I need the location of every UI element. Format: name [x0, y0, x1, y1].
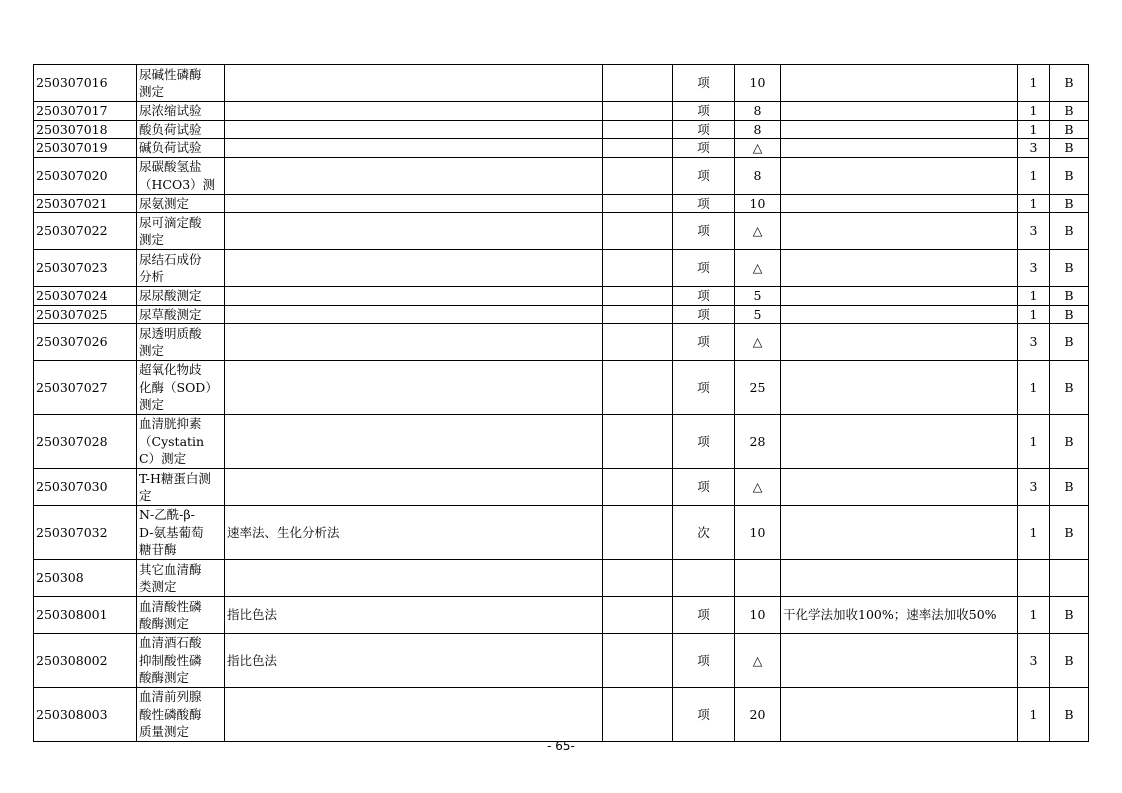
cell-price: 20 — [735, 688, 781, 742]
table-row — [34, 213, 1089, 250]
cell-price: 28 — [735, 415, 781, 469]
cell-content — [225, 157, 603, 194]
cell-price: 10 — [735, 506, 781, 560]
table-row — [34, 120, 1089, 139]
cell-name: 尿透明质酸 测定 — [137, 324, 225, 361]
cell-unit: 项 — [673, 469, 735, 506]
cell-name: T-H糖蛋白测 定 — [137, 469, 225, 506]
cell-grade: 1 — [1018, 287, 1050, 306]
cell-price: 8 — [735, 102, 781, 121]
table-row — [34, 597, 1089, 634]
cell-code: 250308 — [34, 560, 137, 597]
fee-table — [33, 64, 1089, 742]
table-row — [34, 324, 1089, 361]
cell-excluded — [603, 139, 673, 158]
cell-unit: 项 — [673, 324, 735, 361]
cell-content — [225, 213, 603, 250]
cell-unit: 项 — [673, 415, 735, 469]
cell-note — [781, 102, 1018, 121]
cell-price: △ — [735, 250, 781, 287]
cell-unit: 项 — [673, 102, 735, 121]
cell-level: B — [1050, 194, 1089, 213]
cell-note — [781, 157, 1018, 194]
table-row — [34, 469, 1089, 506]
cell-code: 250307017 — [34, 102, 137, 121]
cell-price: △ — [735, 139, 781, 158]
cell-code: 250308003 — [34, 688, 137, 742]
cell-unit: 项 — [673, 688, 735, 742]
cell-excluded — [603, 469, 673, 506]
cell-grade: 1 — [1018, 102, 1050, 121]
cell-name: 血清酒石酸 抑制酸性磷 酸酶测定 — [137, 634, 225, 688]
cell-unit: 次 — [673, 506, 735, 560]
cell-note: 干化学法加收100%；速率法加收50% — [781, 597, 1018, 634]
cell-content — [225, 560, 603, 597]
cell-excluded — [603, 250, 673, 287]
cell-note — [781, 120, 1018, 139]
cell-price — [735, 560, 781, 597]
cell-unit: 项 — [673, 213, 735, 250]
cell-price: 10 — [735, 194, 781, 213]
cell-content — [225, 305, 603, 324]
cell-grade: 1 — [1018, 194, 1050, 213]
cell-name: N-乙酰-β- D-氨基葡萄 糖苷酶 — [137, 506, 225, 560]
cell-code: 250307026 — [34, 324, 137, 361]
cell-code: 250307018 — [34, 120, 137, 139]
cell-name: 尿可滴定酸 测定 — [137, 213, 225, 250]
cell-grade: 3 — [1018, 324, 1050, 361]
cell-name: 碱负荷试验 — [137, 139, 225, 158]
cell-price: 8 — [735, 120, 781, 139]
cell-grade: 1 — [1018, 305, 1050, 324]
cell-excluded — [603, 194, 673, 213]
cell-content — [225, 361, 603, 415]
cell-unit: 项 — [673, 65, 735, 102]
cell-code: 250307024 — [34, 287, 137, 306]
cell-note — [781, 506, 1018, 560]
cell-code: 250308002 — [34, 634, 137, 688]
cell-content — [225, 469, 603, 506]
cell-level: B — [1050, 287, 1089, 306]
cell-content: 速率法、生化分析法 — [225, 506, 603, 560]
cell-level: B — [1050, 506, 1089, 560]
cell-note — [781, 65, 1018, 102]
table-row — [34, 157, 1089, 194]
cell-level: B — [1050, 65, 1089, 102]
cell-name: 血清胱抑素 （Cystatin C）测定 — [137, 415, 225, 469]
cell-code: 250308001 — [34, 597, 137, 634]
table-row — [34, 194, 1089, 213]
table-row — [34, 65, 1089, 102]
table-row — [34, 102, 1089, 121]
cell-unit — [673, 560, 735, 597]
cell-code: 250307028 — [34, 415, 137, 469]
cell-grade: 1 — [1018, 65, 1050, 102]
cell-level: B — [1050, 305, 1089, 324]
table-row — [34, 506, 1089, 560]
cell-grade: 1 — [1018, 120, 1050, 139]
table-row — [34, 634, 1089, 688]
cell-unit: 项 — [673, 194, 735, 213]
cell-excluded — [603, 213, 673, 250]
cell-note — [781, 287, 1018, 306]
cell-unit: 项 — [673, 157, 735, 194]
cell-content — [225, 102, 603, 121]
cell-level: B — [1050, 213, 1089, 250]
cell-level: B — [1050, 120, 1089, 139]
cell-grade: 1 — [1018, 597, 1050, 634]
cell-note — [781, 560, 1018, 597]
cell-price: △ — [735, 634, 781, 688]
cell-unit: 项 — [673, 139, 735, 158]
cell-excluded — [603, 305, 673, 324]
table-row — [34, 560, 1089, 597]
cell-level: B — [1050, 415, 1089, 469]
cell-level: B — [1050, 157, 1089, 194]
cell-content — [225, 324, 603, 361]
cell-grade: 1 — [1018, 688, 1050, 742]
cell-unit: 项 — [673, 634, 735, 688]
cell-excluded — [603, 506, 673, 560]
cell-note — [781, 250, 1018, 287]
cell-content — [225, 139, 603, 158]
cell-excluded — [603, 157, 673, 194]
cell-excluded — [603, 560, 673, 597]
cell-name: 血清酸性磷 酸酶测定 — [137, 597, 225, 634]
cell-grade: 3 — [1018, 634, 1050, 688]
cell-price: 10 — [735, 65, 781, 102]
page-number: - 65- — [547, 739, 575, 753]
cell-grade: 3 — [1018, 139, 1050, 158]
cell-name: 超氧化物歧 化酶（SOD） 测定 — [137, 361, 225, 415]
cell-content — [225, 65, 603, 102]
cell-excluded — [603, 597, 673, 634]
cell-unit: 项 — [673, 361, 735, 415]
cell-code: 250307030 — [34, 469, 137, 506]
cell-content: 指比色法 — [225, 634, 603, 688]
cell-note — [781, 688, 1018, 742]
cell-price: △ — [735, 213, 781, 250]
cell-name: 尿氨测定 — [137, 194, 225, 213]
cell-unit: 项 — [673, 305, 735, 324]
cell-content: 指比色法 — [225, 597, 603, 634]
cell-code: 250307023 — [34, 250, 137, 287]
cell-price: 8 — [735, 157, 781, 194]
table-row — [34, 139, 1089, 158]
cell-content — [225, 250, 603, 287]
cell-content — [225, 415, 603, 469]
table-row — [34, 287, 1089, 306]
cell-code: 250307032 — [34, 506, 137, 560]
cell-name: 其它血清酶 类测定 — [137, 560, 225, 597]
table-row — [34, 250, 1089, 287]
cell-level: B — [1050, 469, 1089, 506]
cell-level: B — [1050, 102, 1089, 121]
cell-price: 5 — [735, 305, 781, 324]
cell-price: △ — [735, 324, 781, 361]
cell-unit: 项 — [673, 250, 735, 287]
cell-code: 250307016 — [34, 65, 137, 102]
cell-price: 10 — [735, 597, 781, 634]
cell-grade — [1018, 560, 1050, 597]
cell-note — [781, 305, 1018, 324]
cell-unit: 项 — [673, 287, 735, 306]
cell-content — [225, 120, 603, 139]
cell-grade: 1 — [1018, 361, 1050, 415]
cell-excluded — [603, 65, 673, 102]
cell-excluded — [603, 102, 673, 121]
cell-note — [781, 634, 1018, 688]
table-row — [34, 305, 1089, 324]
cell-price: 5 — [735, 287, 781, 306]
cell-note — [781, 139, 1018, 158]
cell-excluded — [603, 688, 673, 742]
cell-level: B — [1050, 324, 1089, 361]
table-row — [34, 415, 1089, 469]
cell-name: 尿草酸测定 — [137, 305, 225, 324]
cell-excluded — [603, 120, 673, 139]
cell-level — [1050, 560, 1089, 597]
cell-note — [781, 194, 1018, 213]
cell-code: 250307019 — [34, 139, 137, 158]
cell-level: B — [1050, 250, 1089, 287]
cell-grade: 3 — [1018, 250, 1050, 287]
cell-content — [225, 287, 603, 306]
cell-name: 尿结石成份 分析 — [137, 250, 225, 287]
cell-level: B — [1050, 139, 1089, 158]
table-row — [34, 361, 1089, 415]
cell-note — [781, 213, 1018, 250]
cell-content — [225, 688, 603, 742]
cell-excluded — [603, 415, 673, 469]
cell-code: 250307027 — [34, 361, 137, 415]
cell-grade: 1 — [1018, 157, 1050, 194]
cell-price: △ — [735, 469, 781, 506]
cell-unit: 项 — [673, 597, 735, 634]
cell-excluded — [603, 287, 673, 306]
cell-excluded — [603, 634, 673, 688]
cell-name: 血清前列腺 酸性磷酸酶 质量测定 — [137, 688, 225, 742]
cell-name: 尿尿酸测定 — [137, 287, 225, 306]
cell-note — [781, 361, 1018, 415]
cell-level: B — [1050, 688, 1089, 742]
cell-grade: 1 — [1018, 415, 1050, 469]
cell-content — [225, 194, 603, 213]
cell-grade: 1 — [1018, 506, 1050, 560]
cell-name: 尿碱性磷酶 测定 — [137, 65, 225, 102]
cell-level: B — [1050, 597, 1089, 634]
cell-name: 尿浓缩试验 — [137, 102, 225, 121]
cell-code: 250307020 — [34, 157, 137, 194]
cell-name: 酸负荷试验 — [137, 120, 225, 139]
cell-code: 250307021 — [34, 194, 137, 213]
cell-note — [781, 415, 1018, 469]
cell-grade: 3 — [1018, 213, 1050, 250]
cell-level: B — [1050, 634, 1089, 688]
cell-excluded — [603, 324, 673, 361]
cell-code: 250307022 — [34, 213, 137, 250]
table-row — [34, 688, 1089, 742]
cell-code: 250307025 — [34, 305, 137, 324]
cell-note — [781, 469, 1018, 506]
fee-table-body — [34, 65, 1089, 742]
cell-name: 尿碳酸氢盐 （HCO3）测 — [137, 157, 225, 194]
cell-note — [781, 324, 1018, 361]
cell-excluded — [603, 361, 673, 415]
cell-unit: 项 — [673, 120, 735, 139]
cell-price: 25 — [735, 361, 781, 415]
cell-grade: 3 — [1018, 469, 1050, 506]
cell-level: B — [1050, 361, 1089, 415]
